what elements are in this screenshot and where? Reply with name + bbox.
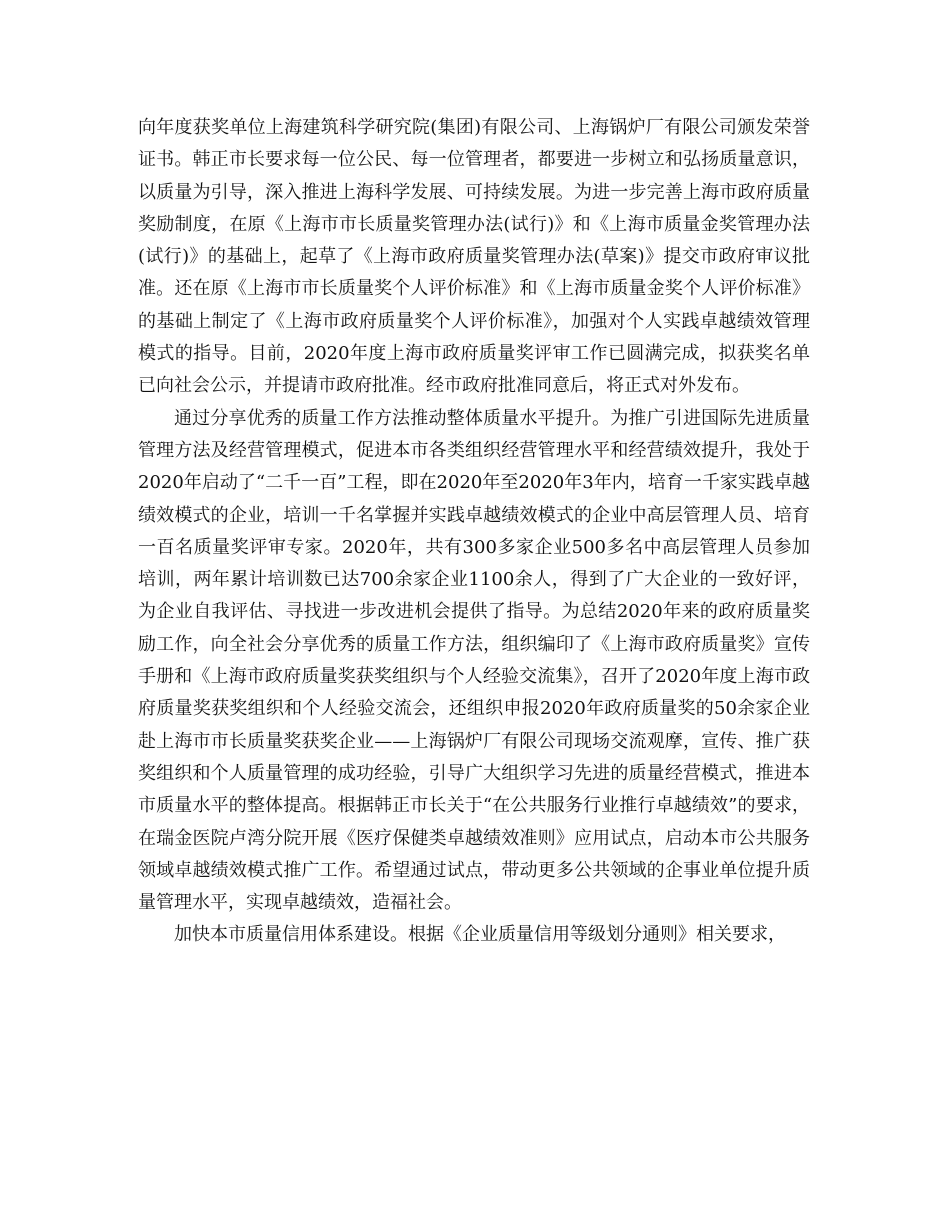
document-body <box>138 112 810 952</box>
paragraph-credit-system: 加快本市质量信用体系建设。根据《企业质量信用等级划分通则》相关要求， <box>174 924 786 946</box>
paragraph-award-system: 向年度获奖单位上海建筑科学研究院(集团)有限公司、上海锅炉厂有限公司颁发荣誉证书。韩正市长要求每一位公民、每一位管理者，都要进一步树立和弘扬质量意识，以质量为引导，深入推进上海科学发展、可持续发展。为进一步完善上海市政府质量奖励制度，在原《上海市市长质量奖管理办法(试行)》和《上海市质量金奖管理办法(试行)》的基础上，起草了《上海市政府质量奖管理办法(草案)》提交市政府审议批准。还在原《上海市市长质量奖个人评价标准》和《上海市质量金奖个人评价标准》的基础上制定了《上海市政府质量奖个人评价标准》，加强对个人实践卓越绩效管理模式的指导。目前，2020年度上海市政府质量奖评审工作已圆满完成，拟获奖名单已向社会公示，并提请市政府批准。经市政府批准同意后，将正式对外发布。 <box>138 117 810 397</box>
paragraph-sharing-methods: 通过分享优秀的质量工作方法推动整体质量水平提升。为推广引进国际先进质量管理方法及经营管理模式，促进本市各类组织经营管理水平和经营绩效提升，我处于2020年启动了“二千一百”工程，即在2020年至2020年3年内，培育一千家实践卓越绩效模式的企业，培训一千名掌握并实践卓越绩效模式的企业中高层管理人员、培育一百名质量奖评审专家。2020年，共有300多家企业500多名中高层管理人员参加培训，两年累计培训数已达700余家企业1100余人，得到了广大企业的一致好评，为企业自我评估、寻找进一步改进机会提供了指导。为总结2020年来的政府质量奖励工作，向全社会分享优秀的质量工作方法，组织编印了《上海市政府质量奖》宣传手册和《上海市政府质量奖获奖组织与个人经验交流集》，召开了2020年度上海市政府质量奖获奖组织和个人经验交流会，还组织申报2020年政府质量奖的50余家企业赴上海市市长质量奖获奖企业——上海锅炉厂有限公司现场交流观摩，宣传、推广获奖组织和个人质量管理的成功经验，引导广大组织学习先进的质量经营模式，推进本市质量水平的整体提高。根据韩正市长关于“在公共服务行业推行卓越绩效”的要求，在瑞金医院卢湾分院开展《医疗保健类卓越绩效准则》应用试点，启动本市公共服务领域卓越绩效模式推广工作。希望通过试点，带动更多公共领域的企事业单位提升质量管理水平，实现卓越绩效，造福社会。 <box>138 407 810 914</box>
